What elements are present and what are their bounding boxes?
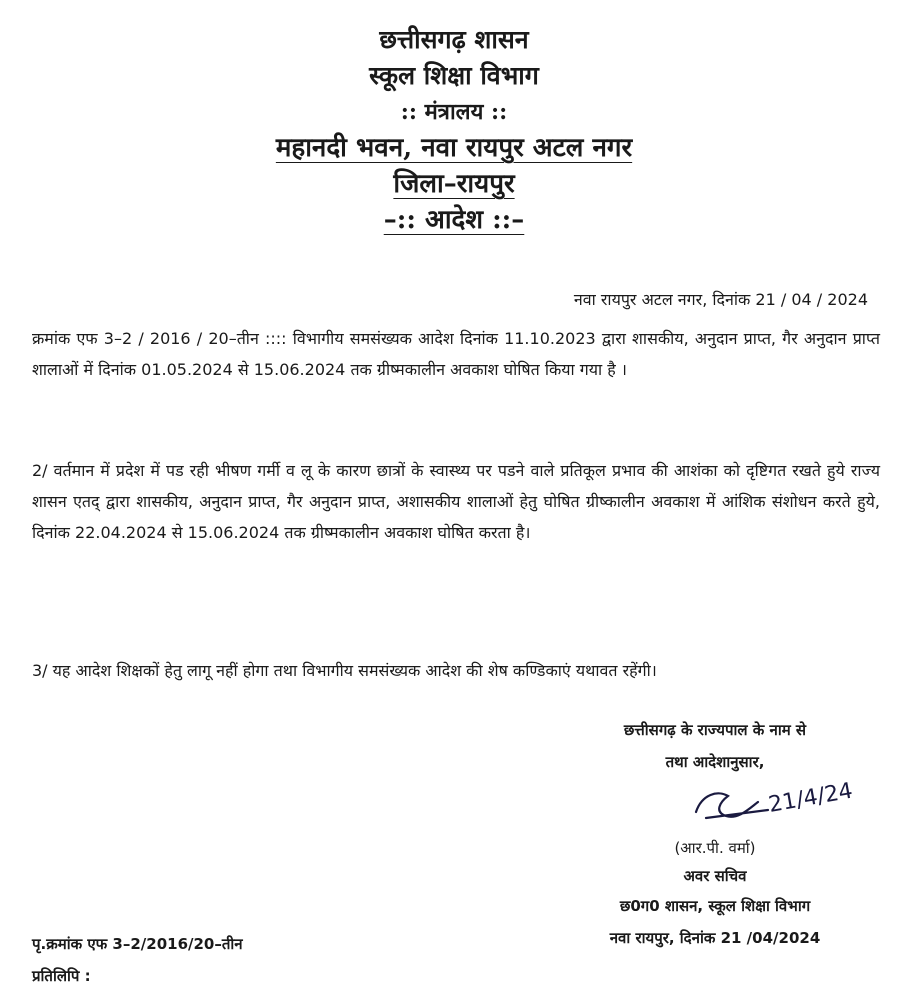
copy-label: प्रतिलिपि : <box>32 967 91 985</box>
building-address: महानदी भवन, नवा रायपुर अटल नगर <box>275 133 633 163</box>
handwritten-signature <box>688 772 858 842</box>
signatory-department: छ0ग0 शासन, स्कूल शिक्षा विभाग <box>619 897 811 915</box>
district-label: जिला–रायपुर <box>393 169 515 199</box>
department-name: स्कूल शिक्षा विभाग <box>369 61 539 90</box>
government-name: छत्तीसगढ़ शासन <box>379 25 529 54</box>
paragraph-1: क्रमांक एफ 3–2 / 2016 / 20–तीन :::: विभागीय समसंख्यक आदेश दिनांक 11.10.2023 द्वारा शासकीय, अनुदान प्राप्त, गैर अनुदान प्राप्त शालाओं में दिनांक 01.05.2024 से 15.06.2024 तक ग्रीष्मकालीन अवकाश घोषित किया गया है । <box>32 329 880 379</box>
order-dateline: नवा रायपुर अटल नगर, दिनांक 21 / 04 / 2024 <box>573 290 868 309</box>
signatory-designation: अवर सचिव <box>683 867 747 885</box>
signature-date: 21/4/24 <box>766 778 855 818</box>
signatory-place-date: नवा रायपुर, दिनांक 21 /04/2024 <box>609 929 821 947</box>
authority-line: छत्तीसगढ़ के राज्यपाल के नाम से <box>623 721 807 739</box>
order-title: –:: आदेश ::– <box>383 205 525 235</box>
ministry-label: :: मंत्रालय :: <box>400 99 508 125</box>
signatory-name: (आर.पी. वर्मा) <box>674 839 756 857</box>
letterhead <box>0 22 908 238</box>
order-line: तथा आदेशानुसार, <box>665 753 765 771</box>
endorsement-reference: पृ.क्रमांक एफ 3–2/2016/20–तीन <box>32 935 243 953</box>
paragraph-2: 2/ वर्तमान में प्रदेश में पड रही भीषण गर्मी व लू के कारण छात्रों के स्वास्थ्य पर पडने वाले प्रतिकूल प्रभाव की आशंका को दृष्टिगत रखते हुये राज्य शासन एतद् द्वारा शासकीय, अनुदान प्राप्त, गैर अनुदान प्राप्त, अशासकीय शालाओं हेतु घोषित ग्रीष्कालीन अवकाश में आंशिक संशोधन करते हुये, दिनांक 22.04.2024 से 15.06.2024 तक ग्रीष्मकालीन अवकाश घोषित करता है। <box>32 461 880 542</box>
paragraph-3: 3/ यह आदेश शिक्षकों हेतु लागू नहीं होगा तथा विभागीय समसंख्यक आदेश की शेष कण्डिकाएं यथावत रहेंगी। <box>32 661 657 680</box>
